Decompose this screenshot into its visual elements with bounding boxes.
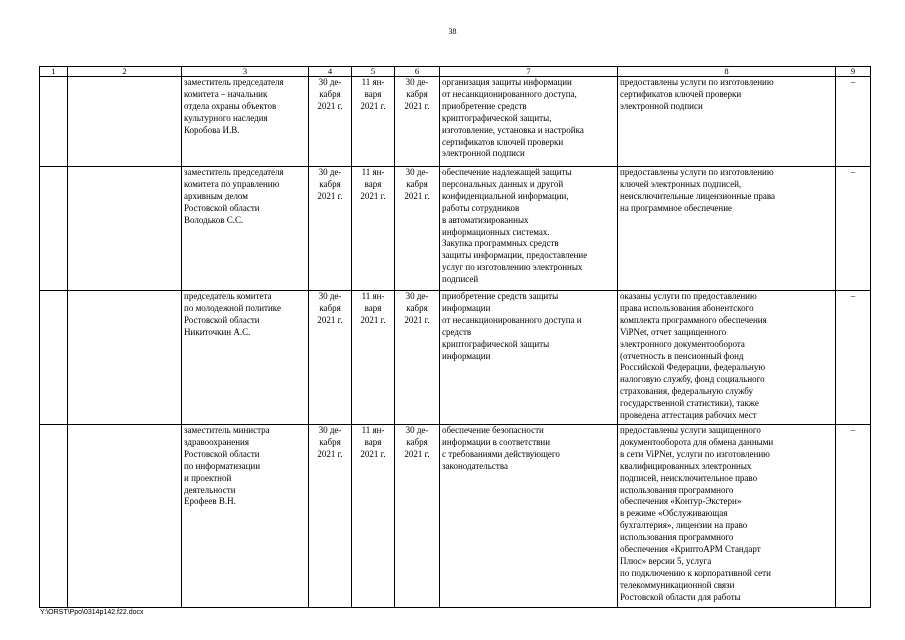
cell-number [40,167,68,291]
cell-official: заместитель председателя комитета – начальник отдела охраны объектов культурного наследия Коробова И.В. [182,77,309,167]
cell-date-col6: 30 де- кабря 2021 г. [395,291,440,425]
cell-note: – [836,425,871,608]
cell-number [40,77,68,167]
page-number: 38 [448,27,457,36]
cell-organization [68,167,182,291]
cell-official: председатель комитета по молодежной политике Ростовской области Никиточкин А.С. [182,291,309,425]
cell-purpose: приобретение средств защиты информации от несанкционированного доступа и средств криптографической защиты информации [440,291,618,425]
header-cell-5: 5 [352,67,395,77]
cell-purpose: обеспечение безопасности информации в соответствии с требованиями действующего законодательства [440,425,618,608]
cell-result: предоставлены услуги по изготовлению сертификатов ключей проверки электронной подписи [618,77,836,167]
header-cell-7: 7 [440,67,618,77]
table-row [40,291,871,425]
cell-result: предоставлены услуги по изготовлению ключей электронных подписей, неисключительные лицензионные права на программное обеспечение [618,167,836,291]
cell-result: предоставлены услуги защищенного документооборота для обмена данными в сети ViPNet, услуги по изготовлению квалифицированных электронных подписей, неисключительное право использования программного обеспечения «Контур-Экстерн» в режиме «Обслуживающая бухгалтерия», лицензии на право использования программного обеспечения «КриптоАРМ Стандарт Плюс» версии 5, услуга по подключению к корпоративной сети телекоммуникационной связи Ростовской области для работы [618,425,836,608]
cell-date-col5: 11 ян- варя 2021 г. [352,425,395,608]
footer-file-path: Y:\ORST\Ppo\0314p142.f22.docx [40,609,144,616]
header-cell-2: 2 [68,67,182,77]
cell-date-col5: 11 ян- варя 2021 г. [352,291,395,425]
cell-note: – [836,291,871,425]
cell-organization [68,425,182,608]
header-cell-8: 8 [618,67,836,77]
cell-result: оказаны услуги по предоставлению права использования абонентского комплекта программного обеспечения ViPNet, отчет защищенного электронного документооборота (отчетность в пенсионный фонд Российской Федерации, федеральную налоговую службу, фонд социального страхования, федеральную службу государственной статистики), также проведена аттестация рабочих мест [618,291,836,425]
report-table [39,66,871,608]
cell-number [40,291,68,425]
cell-date-col6: 30 де- кабря 2021 г. [395,425,440,608]
cell-official: заместитель председателя комитета по управлению архивным делом Ростовской области Володьков С.С. [182,167,309,291]
cell-date-col4: 30 де- кабря 2021 г. [309,425,352,608]
cell-date-col4: 30 де- кабря 2021 г. [309,77,352,167]
cell-organization [68,77,182,167]
table-row [40,167,871,291]
header-cell-1: 1 [40,67,68,77]
cell-date-col6: 30 де- кабря 2021 г. [395,167,440,291]
table-row [40,77,871,167]
header-cell-3: 3 [182,67,309,77]
header-cell-9: 9 [836,67,871,77]
header-cell-6: 6 [395,67,440,77]
cell-note: – [836,77,871,167]
cell-purpose: обеспечение надлежащей защиты персональных данных и другой конфиденциальной информации, работы сотрудников в автоматизированных информационных системах. Закупка программных средств защиты информации, предоставление услуг по изготовлению электронных подписей [440,167,618,291]
table-row [40,425,871,608]
cell-date-col4: 30 де- кабря 2021 г. [309,291,352,425]
cell-purpose: организация защиты информации от несанкционированного доступа, приобретение средств криптографической защиты, изготовление, установка и настройка сертификатов ключей проверки электронной подписи [440,77,618,167]
header-row [40,67,871,77]
cell-date-col6: 30 де- кабря 2021 г. [395,77,440,167]
cell-organization [68,291,182,425]
header-cell-4: 4 [309,67,352,77]
cell-date-col5: 11 ян- варя 2021 г. [352,77,395,167]
cell-official: заместитель министра здравоохранения Ростовской области по информатизации и проектной деятельности Ерофеев В.Н. [182,425,309,608]
cell-date-col4: 30 де- кабря 2021 г. [309,167,352,291]
cell-date-col5: 11 ян- варя 2021 г. [352,167,395,291]
cell-number [40,425,68,608]
cell-note: – [836,167,871,291]
